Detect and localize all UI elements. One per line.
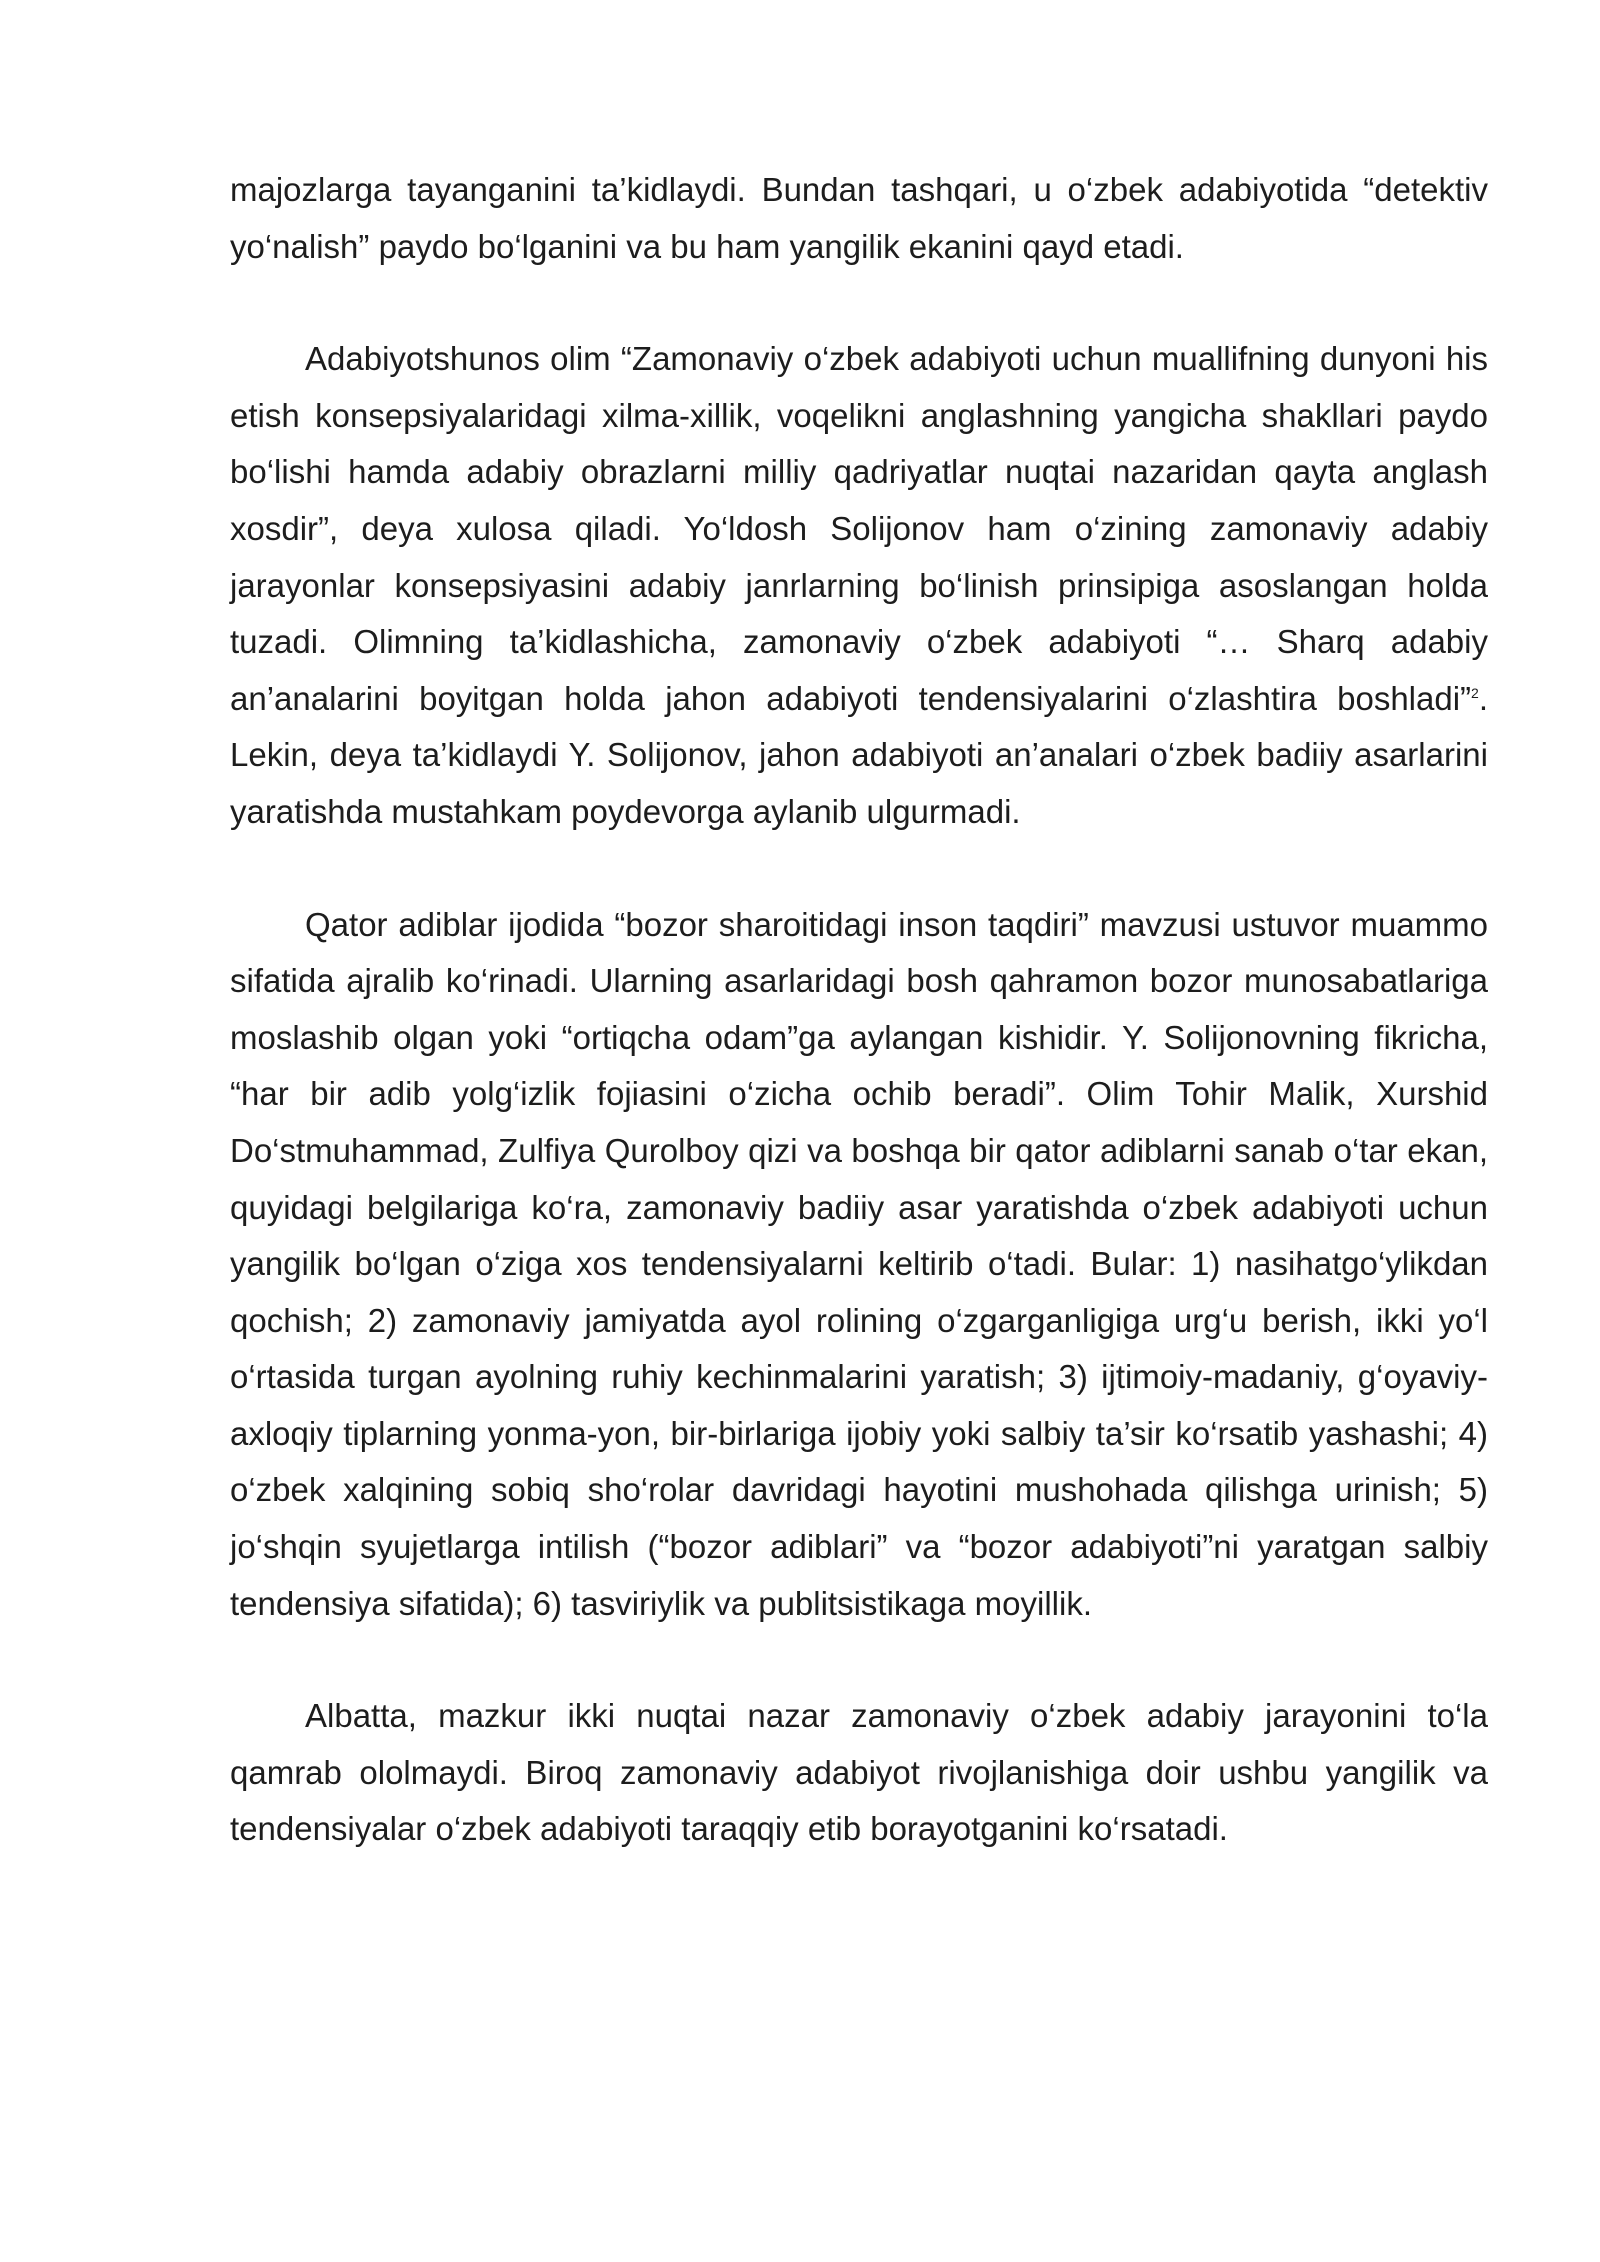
paragraph-2-text-before-footnote: Adabiyotshunos olim “Zamonaviy o‘zbek adabiyoti uchun muallifning dunyoni his etish konsepsiyalaridagi xilma-xillik, voqelikni anglashning yangicha shakllari paydo bo‘lishi hamda adabiy obrazlarni milliy qadriyatlar nuqtai nazaridan qayta anglash xosdir”, deya xulosa qiladi. Yo‘ldosh Solijonov ham o‘zining zamonaviy adabiy jarayonlar konsepsiyasini adabiy janrlarning bo‘linish prinsipiga asoslangan holda tuzadi. Olimning ta’kidlashicha, zamonaviy o‘zbek adabiyoti “… Sharq adabiy an’analarini boyitgan holda jahon adabiyoti tendensiyalarini o‘zlashtira boshladi”	[230, 340, 1488, 717]
paragraph-1: majozlarga tayanganini ta’kidlaydi. Bundan tashqari, u o‘zbek adabiyotida “detektiv yo‘nalish” paydo bo‘lganini va bu ham yangilik ekanini qayd etadi.	[230, 171, 1488, 265]
paragraph-spacer	[230, 275, 1488, 331]
paragraph-spacer	[230, 841, 1488, 897]
paragraph-2	[230, 331, 1488, 840]
paragraph-spacer	[230, 1632, 1488, 1688]
paragraph-3: Qator adiblar ijodida “bozor sharoitidagi inson taqdiri” mavzusi ustuvor muammo sifatida ajralib ko‘rinadi. Ularning asarlaridagi bosh qahramon bozor munosabatlariga moslashib olgan yoki “ortiqcha odam”ga aylangan kishidir. Y. Solijonovning fikricha, “har bir adib yolg‘izlik fojiasini o‘zicha ochib beradi”. Olim Tohir Malik, Xurshid Do‘stmuhammad, Zulfiya Qurolboy qizi va boshqa bir qator adiblarni sanab o‘tar ekan, quyidagi belgilariga ko‘ra, zamonaviy badiiy asar yaratishda o‘zbek adabiyoti uchun yangilik bo‘lgan o‘ziga xos tendensiyalarni keltirib o‘tadi. Bular: 1) nasihatgo‘ylikdan qochish; 2) zamonaviy jamiyatda ayol rolining o‘zgarganligiga urg‘u berish, ikki yo‘l o‘rtasida turgan ayolning ruhiy kechinmalarini yaratish; 3) ijtimoiy-madaniy, g‘oyaviy-axloqiy tiplarning yonma-yon, bir-birlariga ijobiy yoki salbiy ta’sir ko‘rsatib yashashi; 4) o‘zbek xalqining sobiq sho‘rolar davridagi hayotini mushohada qilishga urinish; 5) jo‘shqin syujetlarga intilish (“bozor adiblari” va “bozor adabiyoti”ni yaratgan salbiy tendensiya sifatida); 6) tasviriylik va publitsistikaga moyillik.	[230, 905, 1488, 1622]
paragraph-4: Albatta, mazkur ikki nuqtai nazar zamonaviy o‘zbek adabiy jarayonini to‘la qamrab ololmaydi. Biroq zamonaviy adabiyot rivojlanishiga doir ushbu yangilik va tendensiyalar o‘zbek adabiyoti taraqqiy etib borayotganini ko‘rsatadi.	[230, 1697, 1488, 1848]
document-page	[230, 162, 1488, 1858]
footnote-marker: 2	[1471, 684, 1479, 701]
paragraph-2-text-after-footnote: . Lekin, deya ta’kidlaydi Y. Solijonov, jahon adabiyoti an’analari o‘zbek badiiy asarlarini yaratishda mustahkam poydevorga aylanib ulgurmadi.	[230, 679, 1488, 830]
